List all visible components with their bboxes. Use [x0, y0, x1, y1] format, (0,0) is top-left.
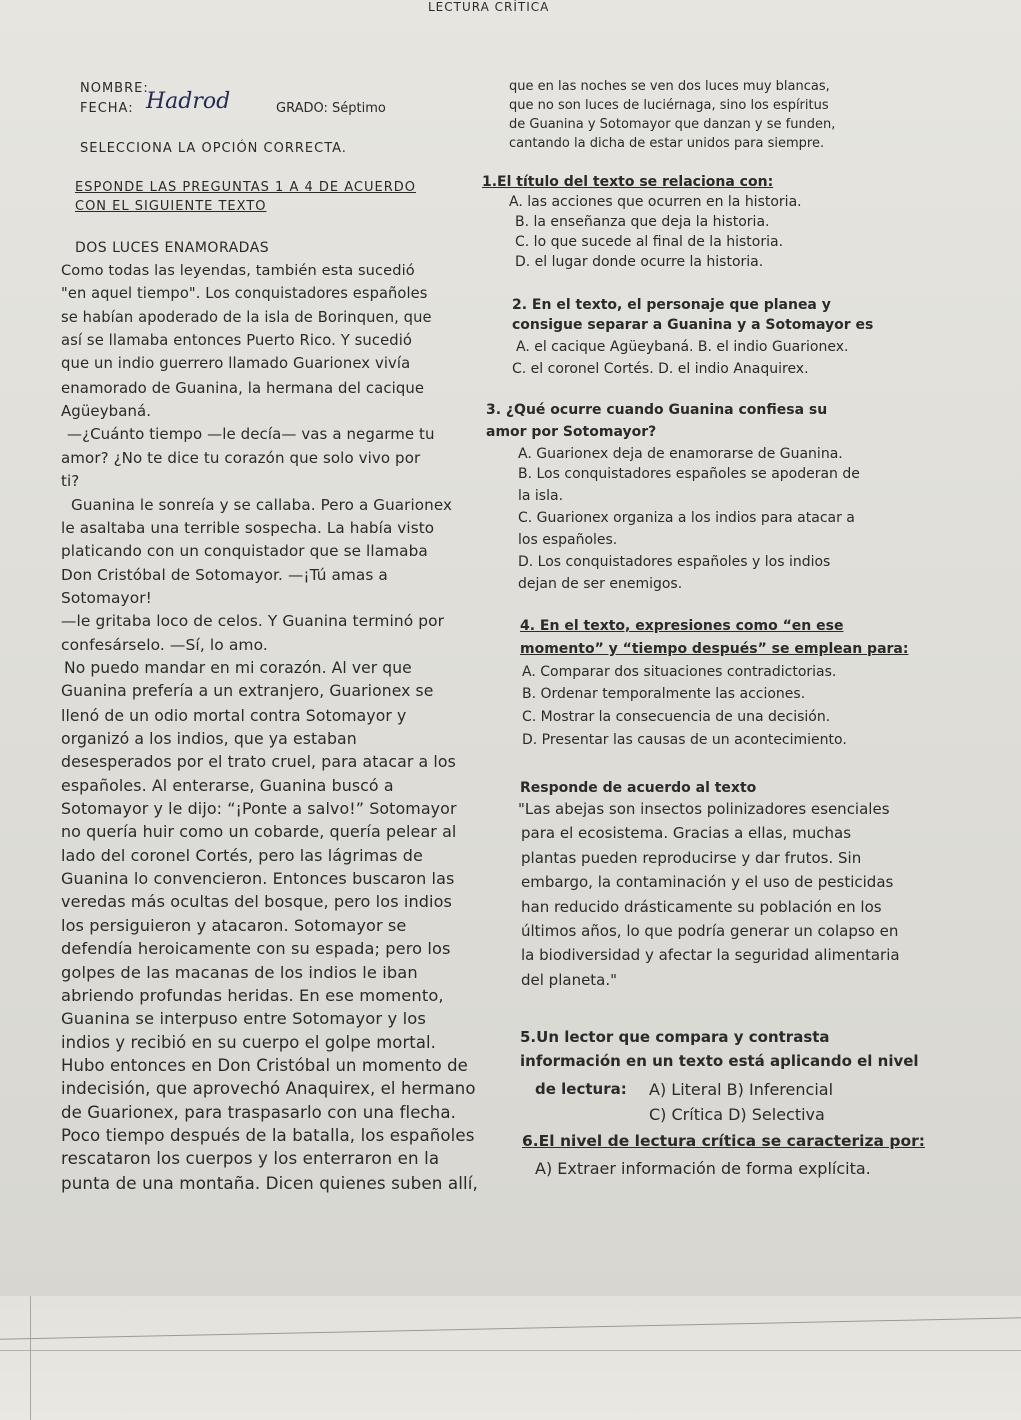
- story-line: defendía heroicamente con su espada; pero los: [61, 939, 451, 959]
- q6-option-a: A) Extraer información de forma explícita.: [535, 1159, 871, 1178]
- bee-line: para el ecosistema. Gracias a ellas, muchas: [521, 824, 852, 843]
- instruction: SELECCIONA LA OPCIÓN CORRECTA.: [80, 141, 347, 156]
- q5-title-line3: de lectura:: [535, 1080, 627, 1098]
- story-line: Guanina prefería a un extranjero, Guarionex se: [61, 682, 434, 701]
- q1-option-a: A. las acciones que ocurren en la historia.: [509, 194, 802, 210]
- bee-line: han reducido drásticamente su población en los: [521, 897, 882, 916]
- section-title-line1: ESPONDE LAS PREGUNTAS 1 A 4 DE ACUERDO: [75, 180, 416, 195]
- q3-option-b: B. Los conquistadores españoles se apoderan de: [518, 466, 860, 482]
- story-line: desesperados por el trato cruel, para atacar a los: [61, 752, 456, 772]
- story-line: así se llamaba entonces Puerto Rico. Y sucedió: [61, 332, 413, 350]
- q2-options-ab: A. el cacique Agüeybaná. B. el indio Guarionex.: [516, 339, 849, 355]
- q1-option-c: C. lo que sucede al final de la historia.: [515, 234, 784, 250]
- q4-title-line2: momento” y “tiempo después” se emplean para:: [520, 641, 909, 657]
- q5-options-cd: C) Crítica D) Selectiva: [649, 1105, 825, 1124]
- story-line: rescataron los cuerpos y los enterraron en la: [61, 1149, 440, 1169]
- story-line: le asaltaba una terrible sospecha. La había visto: [61, 518, 435, 537]
- story-line: golpes de las macanas de los indios le iban: [61, 962, 418, 982]
- story-line: veredas más ocultas del bosque, pero los indios: [61, 892, 453, 912]
- story-line: Don Cristóbal de Sotomayor. —¡Tú amas a: [61, 565, 388, 584]
- q5-title-line1: 5.Un lector que compara y contrasta: [520, 1028, 830, 1046]
- bee-line: embargo, la contaminación y el uso de pesticidas: [521, 873, 894, 892]
- story-line: no quería huir como un cobarde, quería pelear al: [61, 822, 457, 842]
- q3-option-d: D. Los conquistadores españoles y los indios: [518, 554, 831, 570]
- bee-line: del planeta.": [521, 970, 618, 989]
- ruled-line: [0, 1350, 1021, 1351]
- handwritten-name: Hadrod: [146, 89, 231, 114]
- story-line: ti?: [61, 472, 80, 491]
- story-line: Sotomayor!: [61, 588, 152, 607]
- responde-title: Responde de acuerdo al texto: [520, 780, 757, 796]
- q6-title: 6.El nivel de lectura crítica se caracteriza por:: [522, 1132, 925, 1150]
- q2-title-line1: 2. En el texto, el personaje que planea y: [512, 297, 831, 313]
- underlying-paper: [0, 1296, 1021, 1420]
- story-line: Como todas las leyendas, también esta sucedió: [61, 262, 415, 279]
- q5-options-ab: A) Literal B) Inferencial: [649, 1080, 834, 1099]
- story-line: indecisión, que aprovechó Anaquirex, el hermano: [61, 1079, 476, 1099]
- story-line: Poco tiempo después de la batalla, los españoles: [61, 1125, 475, 1145]
- story-line: platicando con un conquistador que se llamaba: [61, 542, 428, 561]
- q3-option-d-cont: dejan de ser enemigos.: [518, 576, 683, 592]
- bee-line: la biodiversidad y afectar la seguridad alimentaria: [521, 946, 900, 965]
- story-line: de Guarionex, para traspasarlo con una flecha.: [61, 1102, 456, 1122]
- story-line: Guanina lo convencieron. Entonces buscaron las: [61, 869, 455, 889]
- story-title: DOS LUCES ENAMORADAS: [75, 240, 270, 256]
- q1-option-b: B. la enseñanza que deja la historia.: [515, 214, 770, 230]
- story-line: abriendo profundas heridas. En ese momento,: [61, 985, 444, 1005]
- story-cont-line: cantando la dicha de estar unidos para siempre.: [509, 136, 825, 151]
- q3-option-b-cont: la isla.: [518, 488, 564, 504]
- story-line: punta de una montaña. Dicen quienes suben allí,: [61, 1172, 478, 1193]
- story-line: indios y recibió en su cuerpo el golpe mortal.: [61, 1032, 436, 1052]
- story-line: españoles. Al enterarse, Guanina buscó a: [61, 775, 394, 795]
- story-line: Hubo entonces en Don Cristóbal un momento de: [61, 1055, 468, 1075]
- q3-option-a: A. Guarionex deja de enamorarse de Guanina.: [518, 446, 843, 462]
- story-line: Guanina le sonreía y se callaba. Pero a Guarionex: [71, 495, 453, 514]
- q3-option-c-cont: los españoles.: [518, 532, 618, 548]
- nombre-label: NOMBRE:: [80, 81, 149, 96]
- q4-option-a: A. Comparar dos situaciones contradictorias.: [522, 664, 837, 680]
- margin-line: [30, 1296, 31, 1420]
- story-line: confesárselo. —Sí, lo amo.: [61, 635, 268, 654]
- story-line: "en aquel tiempo". Los conquistadores españoles: [61, 285, 428, 303]
- q2-title-line2: consigue separar a Guanina y a Sotomayor es: [512, 317, 874, 333]
- q4-option-d: D. Presentar las causas de un acontecimiento.: [522, 732, 847, 748]
- story-line: Agüeybaná.: [61, 402, 152, 421]
- story-line: los persiguieron y atacaron. Sotomayor se: [61, 915, 407, 935]
- story-line: enamorado de Guanina, la hermana del cacique: [61, 378, 425, 397]
- q4-option-c: C. Mostrar la consecuencia de una decisión.: [522, 709, 831, 725]
- q3-option-c: C. Guarionex organiza a los indios para atacar a: [518, 510, 855, 526]
- story-line: se habían apoderado de la isla de Borinquen, que: [61, 308, 432, 326]
- grado-label: GRADO: Séptimo: [276, 101, 386, 116]
- fecha-label: FECHA:: [80, 101, 134, 116]
- story-line: —le gritaba loco de celos. Y Guanina terminó por: [61, 612, 445, 631]
- story-line: Sotomayor y le dijo: “¡Ponte a salvo!” Sotomayor: [61, 799, 457, 819]
- story-line: organizó a los indios, que ya estaban: [61, 729, 357, 748]
- q4-title-line1: 4. En el texto, expresiones como “en ese: [520, 618, 844, 634]
- story-cont-line: de Guanina y Sotomayor que danzan y se funden,: [509, 117, 836, 132]
- bee-line: "Las abejas son insectos polinizadores esenciales: [518, 800, 890, 818]
- q4-option-b: B. Ordenar temporalmente las acciones.: [522, 686, 806, 702]
- q1-option-d: D. el lugar donde ocurre la historia.: [515, 254, 764, 270]
- story-cont-line: que en las noches se ven dos luces muy blancas,: [509, 79, 830, 94]
- page-header: LECTURA CRÍTICA: [428, 0, 550, 14]
- bee-line: plantas pueden reproducirse y dar frutos. Sin: [521, 848, 862, 867]
- q1-title: 1.El título del texto se relaciona con:: [482, 174, 774, 190]
- story-line: Guanina se interpuso entre Sotomayor y los: [61, 1009, 427, 1029]
- story-line: No puedo mandar en mi corazón. Al ver que: [64, 658, 412, 677]
- q3-title-line1: 3. ¿Qué ocurre cuando Guanina confiesa su: [486, 402, 828, 418]
- q2-options-cd: C. el coronel Cortés. D. el indio Anaquirex.: [512, 361, 809, 377]
- q3-title-line2: amor por Sotomayor?: [486, 424, 657, 440]
- story-line: —¿Cuánto tiempo —le decía— vas a negarme tu: [67, 425, 435, 444]
- story-line: amor? ¿No te dice tu corazón que solo vivo por: [61, 448, 421, 467]
- story-line: llenó de un odio mortal contra Sotomayor y: [61, 705, 407, 725]
- bee-line: últimos años, lo que podría generar un colapso en: [521, 922, 899, 940]
- q5-title-line2: información en un texto está aplicando el nivel: [520, 1052, 919, 1070]
- story-cont-line: que no son luces de luciérnaga, sino los espíritus: [509, 98, 829, 113]
- section-title-line2: CON EL SIGUIENTE TEXTO: [75, 199, 267, 214]
- story-line: que un indio guerrero llamado Guarionex vivía: [61, 355, 411, 373]
- story-line: lado del coronel Cortés, pero las lágrimas de: [61, 845, 423, 865]
